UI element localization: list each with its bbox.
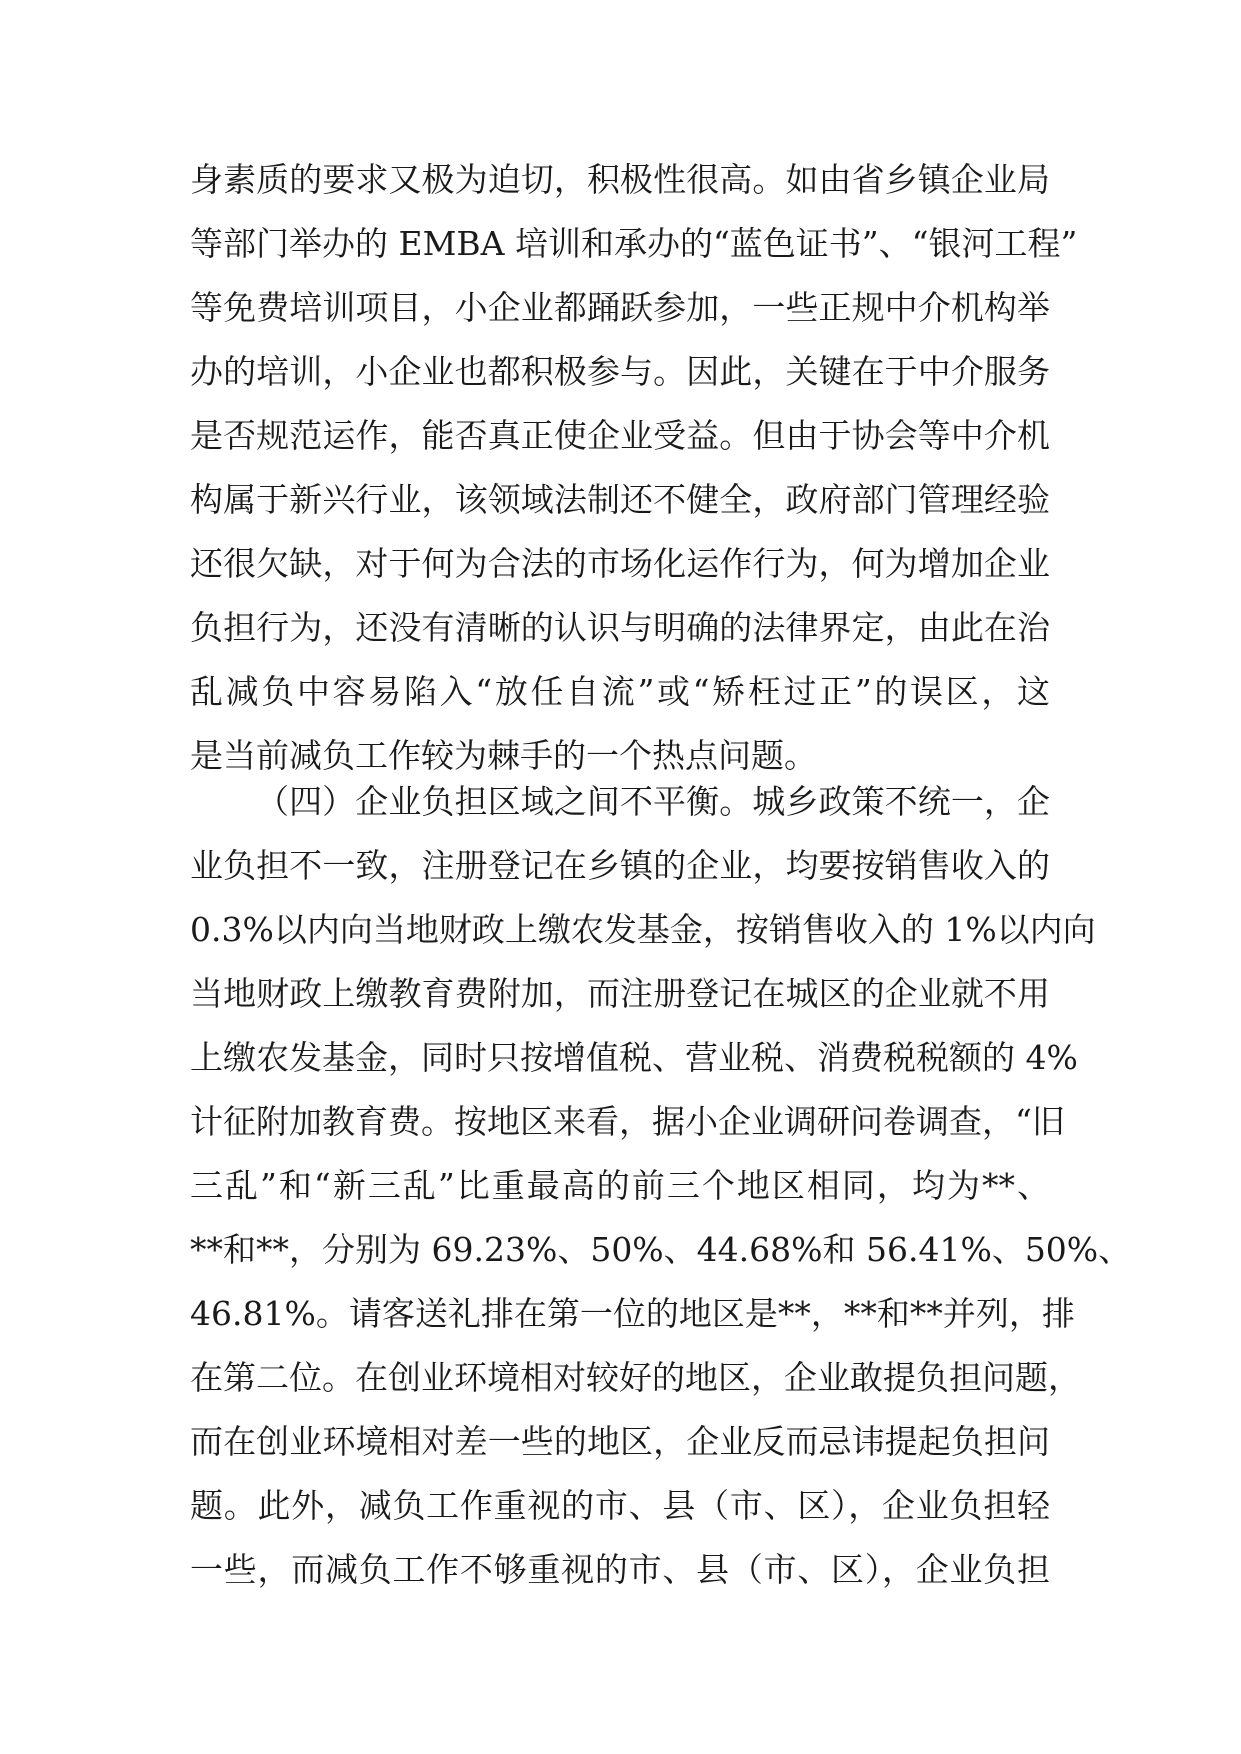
text-line: 是当前减负工作较为棘手的一个热点问题。 [190, 736, 817, 775]
text-line: 身素质的要求又极为迫切，积极性很高。如由省乡镇企业局 [190, 160, 1050, 199]
text-line: 负担行为，还没有清晰的认识与明确的法律界定，由此在治 [190, 608, 1050, 647]
text-line: 上缴农发基金，同时只按增值税、营业税、消费税税额的 4% [190, 1038, 1078, 1077]
text-line: 还很欠缺，对于何为合法的市场化运作行为，何为增加企业 [190, 544, 1050, 583]
text-line: 乱减负中容易陷入“放任自流”或“矫枉过正”的误区，这 [190, 672, 1050, 711]
text-line: 等部门举办的 EMBA 培训和承办的“蓝色证书”、“银河工程” [190, 224, 1078, 263]
text-line: 办的培训，小企业也都积极参与。因此，关键在于中介服务 [190, 352, 1050, 391]
text-line: 等免费培训项目，小企业都踊跃参加，一些正规中介机构举 [190, 288, 1050, 327]
paragraph-continuation [190, 148, 1078, 788]
text-line: 46.81%。请客送礼排在第一位的地区是**，**和**并列，排 [190, 1294, 1075, 1333]
section-heading-line: （四）企业负担区域之间不平衡。城乡政策不统一，企 [256, 782, 1050, 821]
text-line: 在第二位。在创业环境相对较好的地区，企业敢提负担问题， [190, 1358, 1081, 1397]
text-line: 当地财政上缴教育费附加，而注册登记在城区的企业就不用 [190, 974, 1050, 1013]
paragraph-section-four [190, 770, 1132, 1602]
text-line: 题。此外，减负工作重视的市、县（市、区），企业负担轻 [190, 1486, 1050, 1525]
text-line: 是否规范运作，能否真正使企业受益。但由于协会等中介机 [190, 416, 1050, 455]
text-line: 计征附加教育费。按地区来看，据小企业调研问卷调查，“旧 [190, 1102, 1065, 1141]
text-line: 而在创业环境相对差一些的地区，企业反而忌讳提起负担问 [190, 1422, 1050, 1461]
text-line: 三乱”和“新三乱”比重最高的前三个地区相同，均为**、 [190, 1166, 1050, 1205]
text-line: 构属于新兴行业，该领域法制还不健全，政府部门管理经验 [190, 480, 1050, 519]
text-line: 业负担不一致，注册登记在乡镇的企业，均要按销售收入的 [190, 846, 1050, 885]
text-line: **和**，分别为 69.23%、50%、44.68%和 56.41%、50%、 [190, 1230, 1132, 1269]
text-line: 一些，而减负工作不够重视的市、县（市、区），企业负担 [190, 1550, 1050, 1589]
text-line: 0.3%以内向当地财政上缴农发基金，按销售收入的 1%以内向 [190, 910, 1096, 949]
